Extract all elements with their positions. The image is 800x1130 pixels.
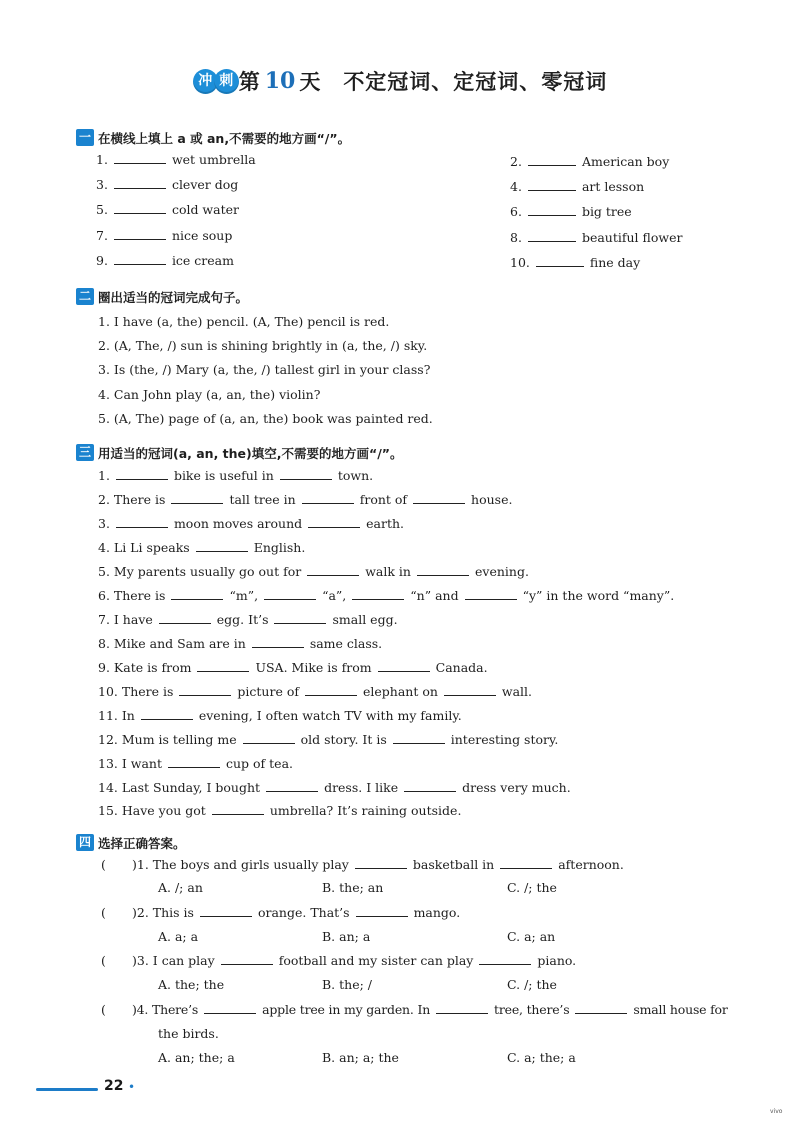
s1-item-9: 9. ice cream bbox=[96, 253, 234, 268]
s3-line-8: 8. Mike and Sam are in same class. bbox=[98, 636, 383, 651]
blank[interactable] bbox=[179, 683, 231, 696]
blank[interactable] bbox=[417, 563, 469, 576]
blank[interactable] bbox=[274, 611, 326, 624]
s3-line-7: 7. I have egg. It’s small egg. bbox=[98, 612, 398, 627]
s4-q1-option-c[interactable]: C. /; the bbox=[507, 880, 557, 895]
blank[interactable] bbox=[500, 856, 552, 869]
blank[interactable] bbox=[264, 587, 316, 600]
s4-q4-option-a[interactable]: A. an; the; a bbox=[158, 1050, 235, 1065]
blank[interactable] bbox=[393, 731, 445, 744]
section-2-heading bbox=[76, 286, 248, 306]
blank[interactable] bbox=[305, 683, 357, 696]
s2-line-3: 3. Is (the, /) Mary (a, the, /) tallest girl in your class? bbox=[98, 362, 431, 377]
s1-item-5: 5. cold water bbox=[96, 202, 239, 217]
footer-rule bbox=[36, 1088, 98, 1091]
s4-q1-option-b[interactable]: B. the; an bbox=[322, 880, 384, 895]
s2-line-5: 5. (A, The) page of (a, an, the) book was painted red. bbox=[98, 411, 433, 426]
s3-line-13: 13. I want cup of tea. bbox=[98, 756, 293, 771]
s4-q2: )2. This is orange. That’s mango. bbox=[132, 905, 461, 920]
blank[interactable] bbox=[171, 491, 223, 504]
blank[interactable] bbox=[168, 755, 220, 768]
section-4-title: 选择正确答案。 bbox=[98, 835, 186, 851]
s3-line-6: 6. There is “m”, “a”, “n” and “y” in the word “many”. bbox=[98, 588, 675, 603]
blank[interactable] bbox=[528, 203, 576, 216]
title-post: 天 bbox=[299, 70, 322, 94]
s1-item-8: 8. beautiful flower bbox=[510, 230, 683, 245]
blank[interactable] bbox=[307, 563, 359, 576]
s4-q3-paren: ( bbox=[101, 953, 106, 968]
s1-item-2: 2. American boy bbox=[510, 154, 670, 169]
page-number: 22 bbox=[104, 1078, 124, 1094]
blank[interactable] bbox=[308, 515, 360, 528]
s1-item-4: 4. art lesson bbox=[510, 179, 645, 194]
s1-item-3: 3. clever dog bbox=[96, 177, 239, 192]
s1-item-6: 6. big tree bbox=[510, 204, 632, 219]
s3-line-12: 12. Mum is telling me old story. It is interesting story. bbox=[98, 732, 559, 747]
blank[interactable] bbox=[159, 611, 211, 624]
blank[interactable] bbox=[212, 802, 264, 815]
section-1-number: 一 bbox=[76, 129, 94, 146]
title-day-number: 10 bbox=[264, 68, 296, 94]
s3-line-4: 4. Li Li speaks English. bbox=[98, 540, 306, 555]
section-1-title: 在横线上填上 a 或 an,不需要的地方画“/”。 bbox=[98, 130, 351, 146]
blank[interactable] bbox=[114, 201, 166, 214]
blank[interactable] bbox=[116, 515, 168, 528]
blank[interactable] bbox=[116, 467, 168, 480]
blank[interactable] bbox=[413, 491, 465, 504]
s4-q4: )4. There’s apple tree in my garden. In tree, there’s small house for bbox=[132, 1002, 728, 1017]
blank[interactable] bbox=[575, 1001, 627, 1014]
section-2-title: 圈出适当的冠词完成句子。 bbox=[98, 289, 249, 305]
blank[interactable] bbox=[114, 176, 166, 189]
blank[interactable] bbox=[197, 659, 249, 672]
s3-line-15: 15. Have you got umbrella? It’s raining outside. bbox=[98, 803, 462, 818]
page-title bbox=[0, 66, 800, 102]
s1-item-7: 7. nice soup bbox=[96, 228, 233, 243]
title-topic: 不定冠词、定冠词、零冠词 bbox=[343, 70, 608, 94]
s3-line-11: 11. In evening, I often watch TV with my family. bbox=[98, 708, 462, 723]
title-badge-2: 刺 bbox=[214, 69, 239, 94]
s4-q2-option-c[interactable]: C. a; an bbox=[507, 929, 556, 944]
s3-line-10: 10. There is picture of elephant on wall. bbox=[98, 684, 533, 699]
s4-q1-option-a[interactable]: A. /; an bbox=[158, 880, 203, 895]
s4-q1: )1. The boys and girls usually play basketball in afternoon. bbox=[132, 857, 624, 872]
blank[interactable] bbox=[465, 587, 517, 600]
s2-line-4: 4. Can John play (a, an, the) violin? bbox=[98, 387, 321, 402]
s4-q1-paren: ( bbox=[101, 857, 106, 872]
s4-q2-option-a[interactable]: A. a; a bbox=[158, 929, 199, 944]
section-2-number: 二 bbox=[76, 288, 94, 305]
section-3-number: 三 bbox=[76, 444, 94, 461]
blank[interactable] bbox=[444, 683, 496, 696]
blank[interactable] bbox=[252, 635, 304, 648]
blank[interactable] bbox=[528, 229, 576, 242]
blank[interactable] bbox=[355, 856, 407, 869]
blank[interactable] bbox=[528, 178, 576, 191]
blank[interactable] bbox=[114, 151, 166, 164]
s4-q3-option-b[interactable]: B. the; / bbox=[322, 977, 372, 992]
blank[interactable] bbox=[404, 779, 456, 792]
blank[interactable] bbox=[356, 904, 408, 917]
blank[interactable] bbox=[196, 539, 248, 552]
footer-dot: • bbox=[128, 1080, 136, 1094]
s4-q2-option-b[interactable]: B. an; a bbox=[322, 929, 371, 944]
s4-q3-option-a[interactable]: A. the; the bbox=[158, 977, 225, 992]
s3-line-14: 14. Last Sunday, I bought dress. I like dress very much. bbox=[98, 780, 571, 795]
s3-line-1: 1. bike is useful in town. bbox=[98, 468, 374, 483]
blank[interactable] bbox=[479, 952, 531, 965]
s2-line-2: 2. (A, The, /) sun is shining brightly in (a, the, /) sky. bbox=[98, 338, 428, 353]
s1-item-1: 1. wet umbrella bbox=[96, 152, 256, 167]
s4-q4-option-b[interactable]: B. an; a; the bbox=[322, 1050, 399, 1065]
blank[interactable] bbox=[171, 587, 223, 600]
blank[interactable] bbox=[436, 1001, 488, 1014]
s4-q4-option-c[interactable]: C. a; the; a bbox=[507, 1050, 576, 1065]
blank[interactable] bbox=[280, 467, 332, 480]
blank[interactable] bbox=[266, 779, 318, 792]
section-4-heading bbox=[76, 832, 186, 852]
s4-q4-continued: the birds. bbox=[158, 1026, 219, 1041]
blank[interactable] bbox=[352, 587, 404, 600]
s3-line-3: 3. moon moves around earth. bbox=[98, 516, 405, 531]
s4-q3-option-c[interactable]: C. /; the bbox=[507, 977, 557, 992]
blank[interactable] bbox=[243, 731, 295, 744]
s1-item-10: 10. fine day bbox=[510, 255, 641, 270]
s3-line-2: 2. There is tall tree in front of house. bbox=[98, 492, 513, 507]
blank[interactable] bbox=[204, 1001, 256, 1014]
blank[interactable] bbox=[528, 153, 576, 166]
section-3-heading bbox=[76, 442, 403, 462]
section-4-number: 四 bbox=[76, 834, 94, 851]
s4-q2-paren: ( bbox=[101, 905, 106, 920]
s3-line-9: 9. Kate is from USA. Mike is from Canada. bbox=[98, 660, 488, 675]
blank[interactable] bbox=[200, 904, 252, 917]
section-3-title: 用适当的冠词(a, an, the)填空,不需要的地方画“/”。 bbox=[98, 445, 403, 461]
blank[interactable] bbox=[221, 952, 273, 965]
blank[interactable] bbox=[536, 254, 584, 267]
blank[interactable] bbox=[114, 252, 166, 265]
s3-line-5: 5. My parents usually go out for walk in evening. bbox=[98, 564, 529, 579]
section-1-heading bbox=[76, 127, 350, 147]
blank[interactable] bbox=[141, 707, 193, 720]
blank[interactable] bbox=[378, 659, 430, 672]
corner-watermark: vivo bbox=[770, 1108, 783, 1115]
title-badge-1: 冲 bbox=[193, 69, 218, 94]
title-pre: 第 bbox=[238, 70, 261, 94]
s2-line-1: 1. I have (a, the) pencil. (A, The) pencil is red. bbox=[98, 314, 390, 329]
s4-q3: )3. I can play football and my sister can play piano. bbox=[132, 953, 577, 968]
s4-q4-paren: ( bbox=[101, 1002, 106, 1017]
blank[interactable] bbox=[114, 227, 166, 240]
blank[interactable] bbox=[302, 491, 354, 504]
